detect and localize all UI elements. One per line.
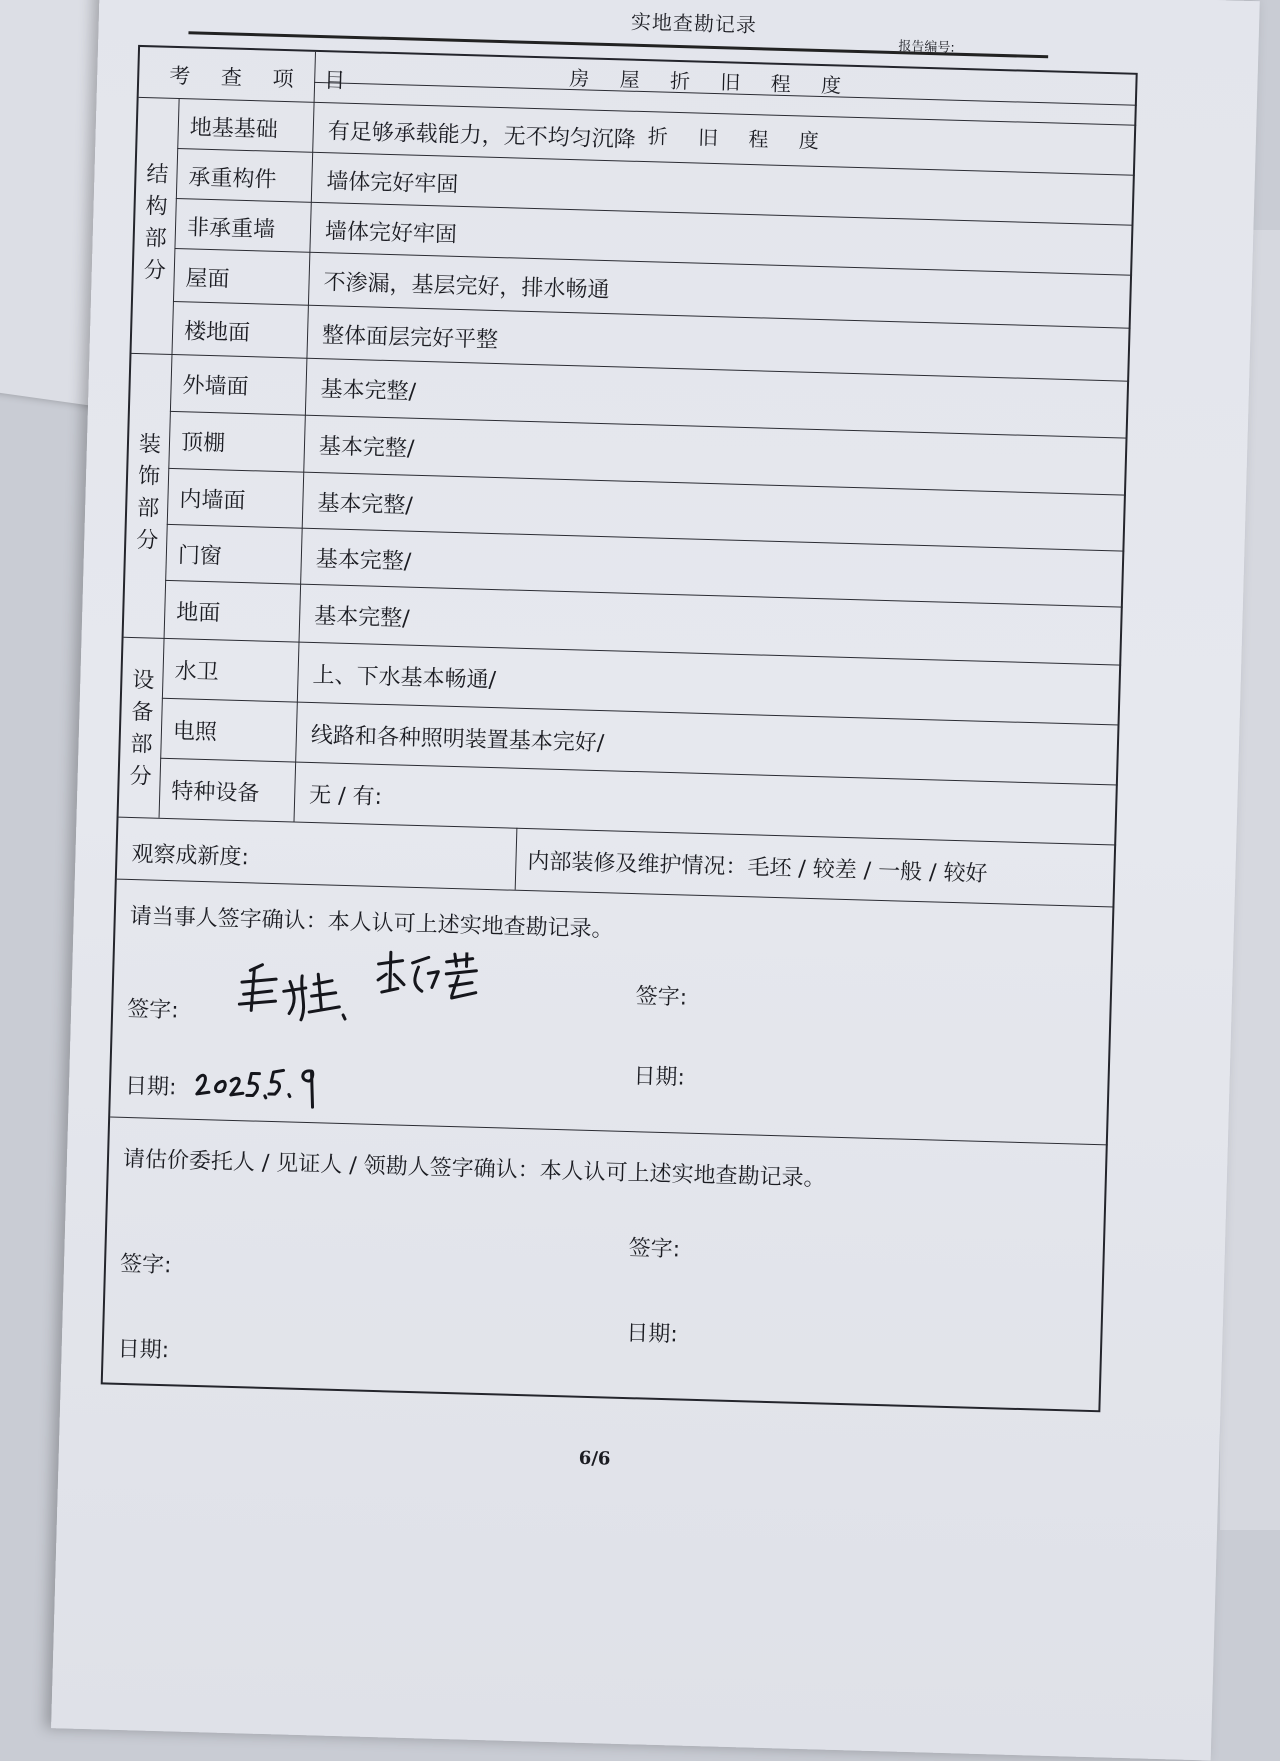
item-exterior-wall: 外墙面 bbox=[182, 373, 249, 401]
value-non-load-wall: 墙体完好牢固 bbox=[324, 219, 458, 248]
handwritten-signature-2 bbox=[371, 950, 483, 1013]
value-doors-windows: 基本完整/ bbox=[315, 547, 412, 575]
value-special-equipment: 无 / 有: bbox=[308, 782, 383, 810]
item-header: 考 查 项 目 bbox=[168, 63, 358, 94]
document-title: 实地查勘记录 bbox=[630, 9, 758, 38]
value-load-bearing: 墙体完好牢固 bbox=[326, 169, 459, 198]
party-confirmation-statement: 请当事人签字确认：本人认可上述实地查勘记录。 bbox=[129, 904, 614, 943]
category-decoration: 装饰部分 bbox=[135, 432, 162, 554]
row-line bbox=[168, 468, 1126, 496]
value-roof: 不渗漏，基层完好，排水畅通 bbox=[323, 270, 610, 304]
party-sign-label-right: 签字: bbox=[635, 984, 688, 1011]
item-load-bearing: 承重构件 bbox=[188, 165, 277, 193]
party-date-label-right: 日期: bbox=[633, 1064, 686, 1091]
row-line bbox=[174, 248, 1132, 276]
item-ground: 地面 bbox=[175, 600, 221, 627]
row-line bbox=[160, 758, 1118, 786]
item-non-load-wall: 非承重墙 bbox=[186, 215, 276, 243]
client-sign-label-right: 签字: bbox=[628, 1236, 681, 1263]
item-floor-slab: 楼地面 bbox=[183, 319, 251, 347]
row-line bbox=[177, 148, 1135, 176]
category-structure: 结构部分 bbox=[143, 162, 169, 284]
item-electrical: 电照 bbox=[172, 719, 218, 746]
handwritten-date bbox=[192, 1054, 334, 1114]
client-sign-label-left: 签字: bbox=[119, 1251, 172, 1279]
value-plumbing: 上、下水基本畅通/ bbox=[312, 663, 497, 694]
value-ground: 基本完整/ bbox=[313, 604, 410, 632]
handwritten-signature-1 bbox=[231, 960, 353, 1033]
report-number-label: 报告编号: bbox=[898, 39, 955, 56]
row-line bbox=[170, 411, 1128, 439]
item-doors-windows: 门窗 bbox=[177, 543, 223, 570]
renovation-label: 内部装修及维护情况：毛坯 / 较差 / 一般 / 较好 bbox=[527, 849, 988, 887]
inspection-table bbox=[101, 45, 1138, 1412]
row-line bbox=[119, 817, 1117, 846]
row-line bbox=[124, 637, 1122, 666]
item-interior-wall: 内墙面 bbox=[179, 487, 246, 515]
value-floor-slab: 整体面层完好平整 bbox=[321, 323, 499, 354]
value-interior-wall: 基本完整/ bbox=[317, 491, 414, 519]
value-exterior-wall: 基本完整/ bbox=[320, 377, 417, 405]
party-date-label-left: 日期: bbox=[124, 1073, 177, 1101]
divider-observation bbox=[515, 828, 518, 890]
client-date-label-right: 日期: bbox=[625, 1321, 679, 1348]
item-roof: 屋面 bbox=[185, 266, 230, 293]
value-electrical: 线路和各种照明装置基本完好/ bbox=[310, 722, 605, 757]
row-line bbox=[176, 198, 1134, 226]
client-date-label-left: 日期: bbox=[117, 1336, 170, 1364]
row-line bbox=[167, 524, 1125, 552]
row-line bbox=[110, 1117, 1108, 1146]
depreciation-subheader: 折 旧 程 度 bbox=[647, 124, 832, 154]
newness-label: 观察成新度: bbox=[131, 842, 250, 871]
form-page bbox=[51, 0, 1260, 1761]
value-ceiling: 基本完整/ bbox=[318, 434, 415, 462]
item-special-equipment: 特种设备 bbox=[170, 779, 260, 807]
row-line bbox=[131, 353, 1129, 382]
row-line bbox=[165, 580, 1123, 608]
divider-item-value bbox=[293, 52, 315, 822]
client-confirmation-statement: 请估价委托人 / 见证人 / 领勘人签字确认：本人认可上述实地查勘记录。 bbox=[122, 1146, 826, 1192]
page-number: 6/6 bbox=[578, 1447, 611, 1470]
value-foundation: 有足够承载能力，无不均匀沉降 bbox=[327, 119, 637, 153]
depreciation-header: 房 屋 折 旧 程 度 bbox=[569, 65, 854, 98]
row-line bbox=[173, 301, 1131, 329]
item-foundation: 地基基础 bbox=[189, 115, 279, 143]
item-ceiling: 顶棚 bbox=[180, 430, 226, 457]
item-plumbing: 水卫 bbox=[174, 659, 219, 686]
party-sign-label-left: 签字: bbox=[126, 996, 179, 1024]
category-equipment: 设备部分 bbox=[129, 667, 155, 790]
row-line bbox=[162, 698, 1120, 726]
